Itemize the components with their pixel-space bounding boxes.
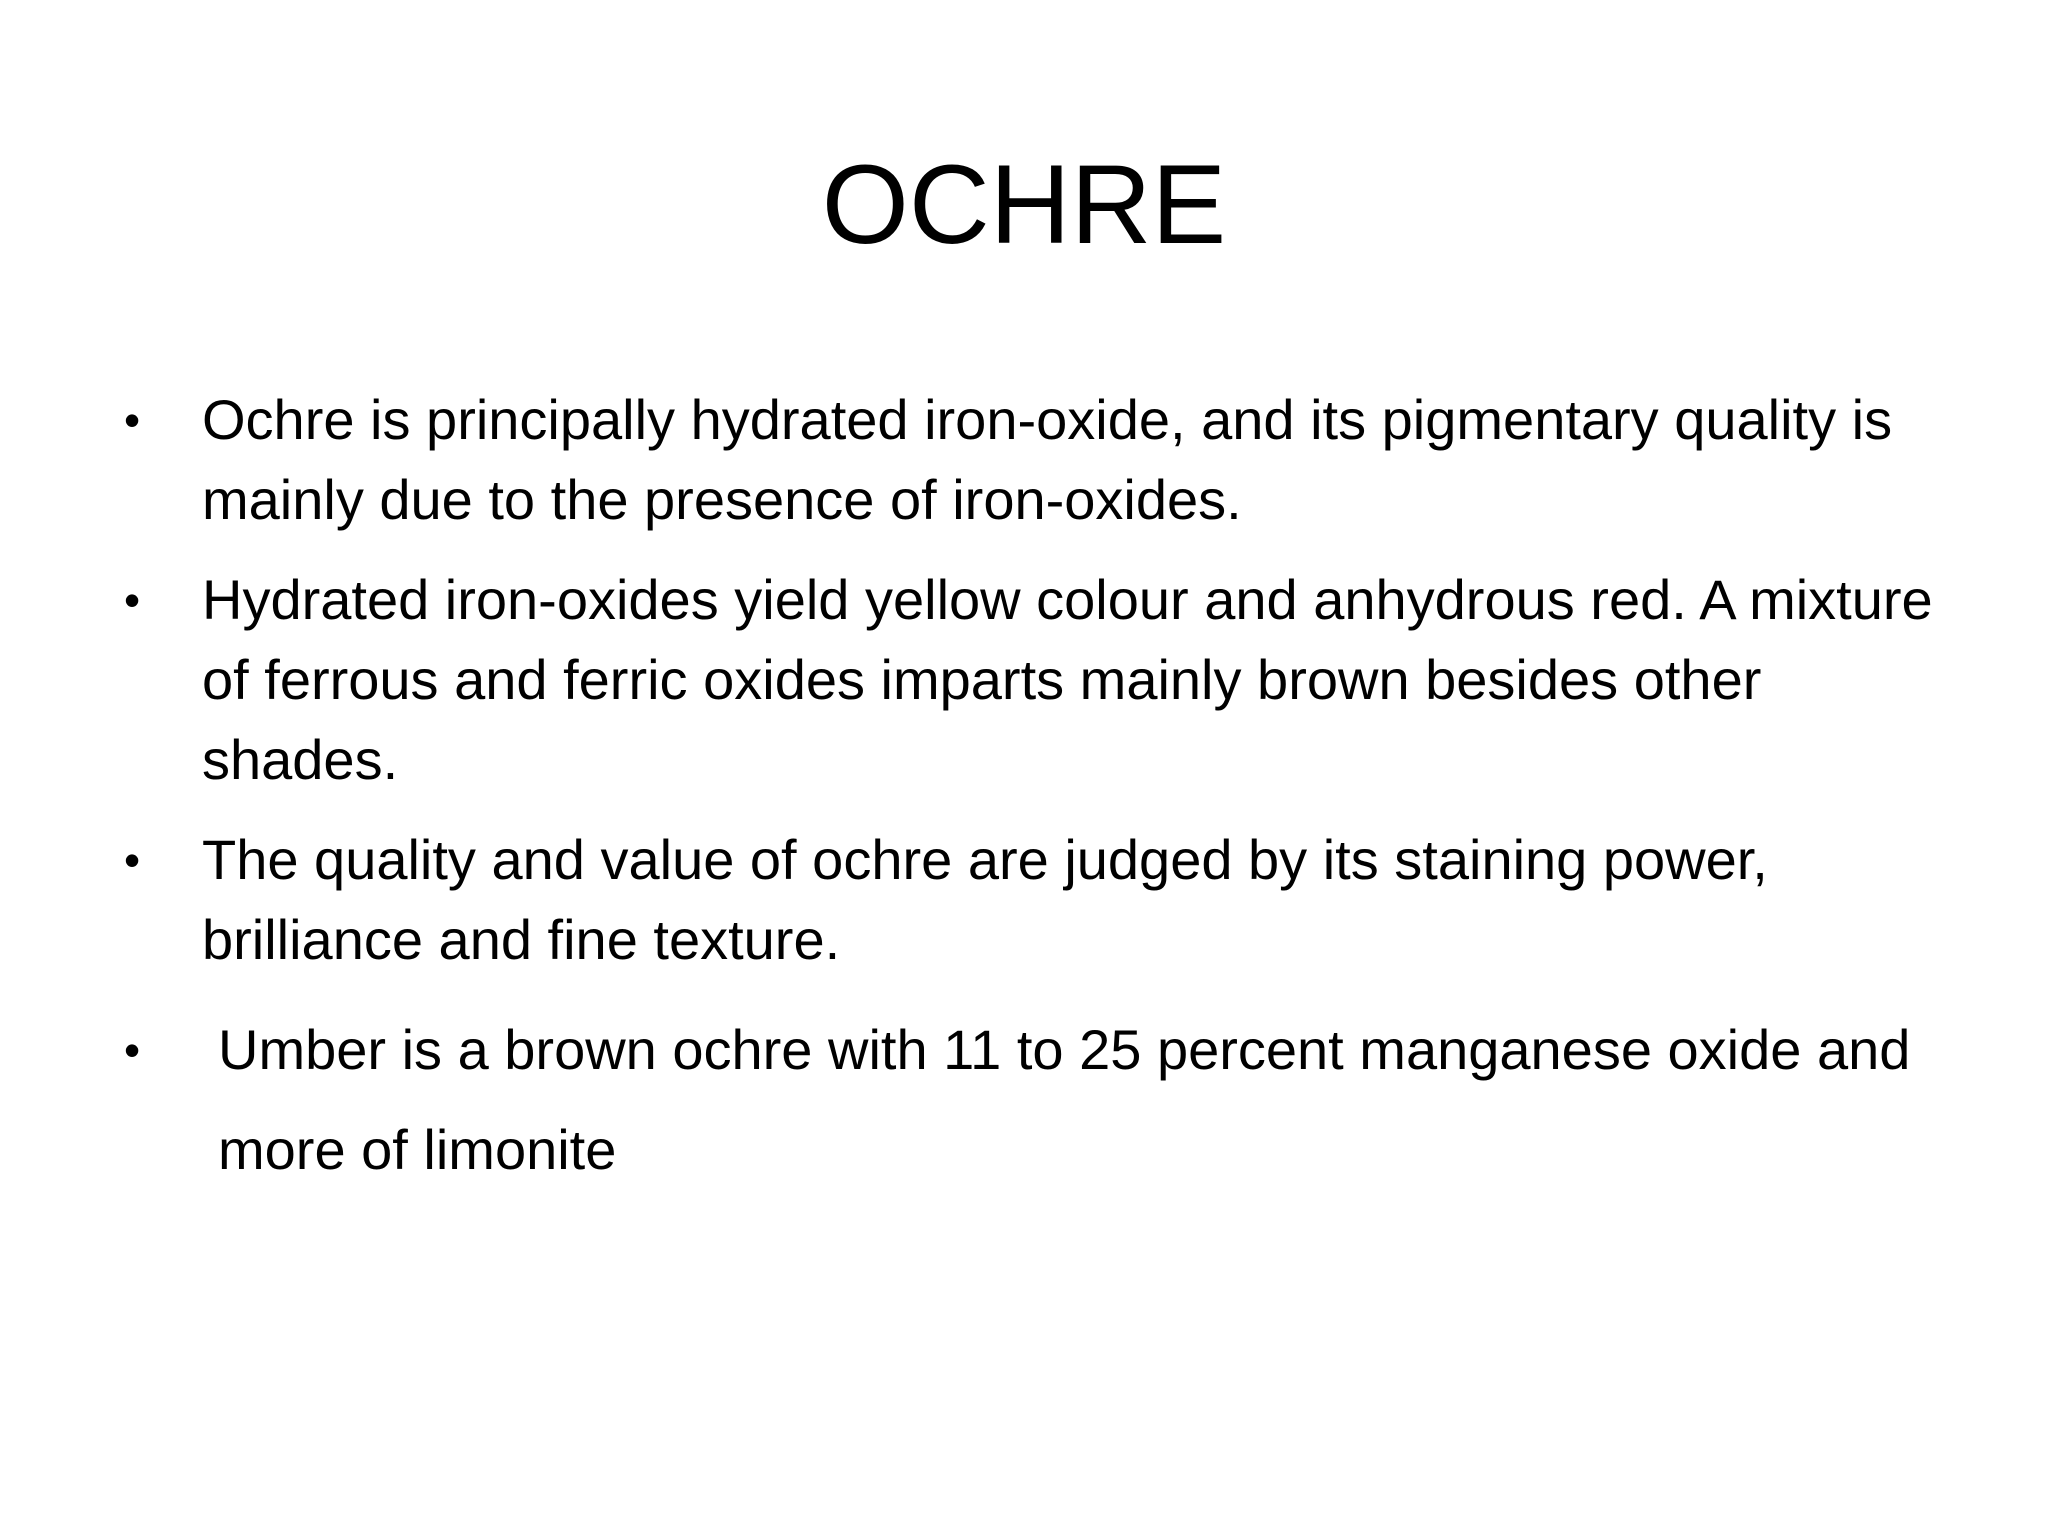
bullet-text: Hydrated iron-oxides yield yellow colour and anhydrous red. A mixture of ferrous and ferric oxides imparts mainly brown besides other shades.: [202, 568, 1933, 791]
bullet-item: [120, 820, 1940, 980]
bullet-item: [120, 380, 1940, 540]
bullet-text: Ochre is principally hydrated iron-oxide, and its pigmentary quality is mainly due to the presence of iron-oxides.: [202, 388, 1893, 531]
bullet-icon: •: [124, 834, 141, 886]
slide-title: OCHRE: [821, 142, 1227, 267]
bullet-text: The quality and value of ochre are judged by its staining power, brilliance and fine texture.: [202, 828, 1768, 971]
bullet-icon: •: [124, 1024, 141, 1076]
bullet-list: [120, 380, 1940, 1220]
bullet-text: Umber is a brown ochre with 11 to 25 percent manganese oxide and more of limonite: [218, 1018, 1911, 1181]
bullet-icon: •: [124, 394, 141, 446]
bullet-item: [120, 560, 1940, 800]
bullet-icon: •: [124, 574, 141, 626]
bullet-item: [120, 1000, 1940, 1200]
